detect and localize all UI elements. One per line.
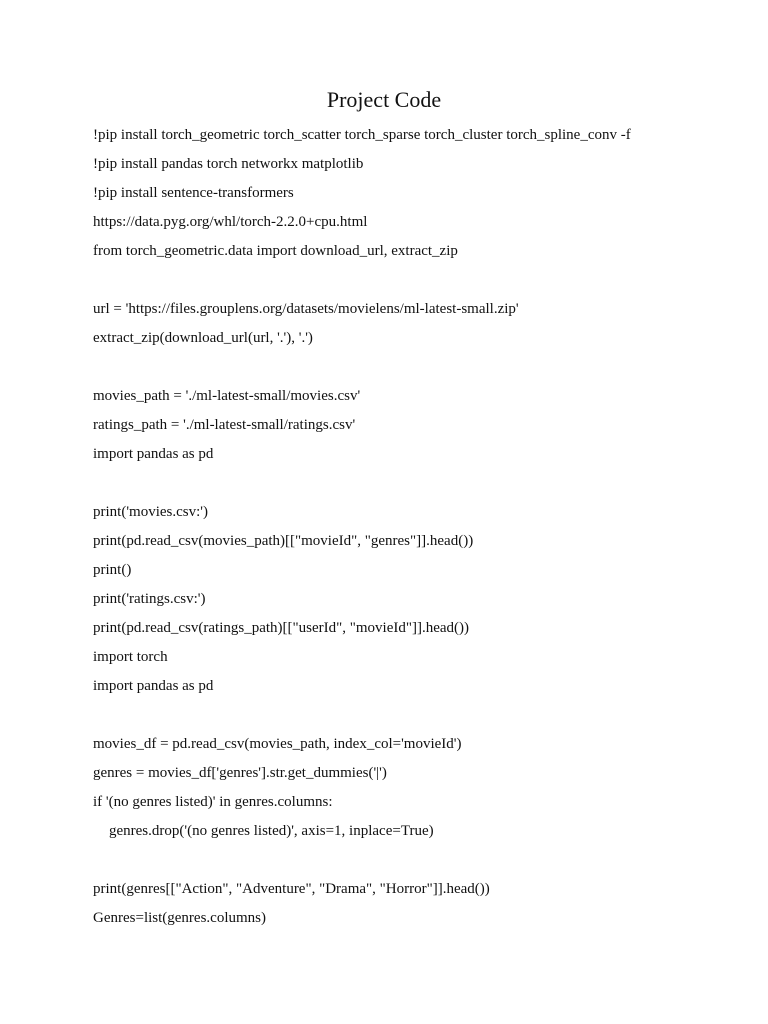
code-line: print() <box>93 562 132 578</box>
code-line: Genres=list(genres.columns) <box>93 910 266 926</box>
code-line: import pandas as pd <box>93 446 214 462</box>
blank-line <box>93 266 753 295</box>
code-line: print(pd.read_csv(movies_path)[["movieId", "genres"]].head()) <box>93 533 474 549</box>
blank-line <box>93 846 753 875</box>
code-line: print(pd.read_csv(ratings_path)[["userId", "movieId"]].head()) <box>93 620 470 636</box>
code-line: !pip install sentence-transformers <box>93 185 294 201</box>
code-line: movies_df = pd.read_csv(movies_path, index_col='movieId') <box>93 736 462 752</box>
code-line: url = 'https://files.grouplens.org/datasets/movielens/ml-latest-small.zip' <box>93 301 519 317</box>
code-line: import pandas as pd <box>93 678 214 694</box>
code-line: print(genres[["Action", "Adventure", "Drama", "Horror"]].head()) <box>93 881 490 897</box>
blank-line <box>93 701 753 730</box>
code-line: from torch_geometric.data import download_url, extract_zip <box>93 243 458 259</box>
code-line: genres.drop('(no genres listed)', axis=1, inplace=True) <box>109 823 434 839</box>
code-line: ratings_path = './ml-latest-small/ratings.csv' <box>93 417 356 433</box>
code-line: import torch <box>93 649 168 665</box>
blank-line <box>93 469 753 498</box>
page-title: Project Code <box>326 87 442 112</box>
code-line: !pip install torch_geometric torch_scatter torch_sparse torch_cluster torch_spline_conv -f <box>93 127 631 143</box>
code-line: print('movies.csv:') <box>93 504 208 520</box>
code-line: print('ratings.csv:') <box>93 591 206 607</box>
code-line: !pip install pandas torch networkx matplotlib <box>93 156 364 172</box>
code-line: if '(no genres listed)' in genres.columns: <box>93 794 333 810</box>
code-listing <box>93 121 753 933</box>
code-line: movies_path = './ml-latest-small/movies.csv' <box>93 388 361 404</box>
code-line: https://data.pyg.org/whl/torch-2.2.0+cpu.html <box>93 214 368 230</box>
code-line: genres = movies_df['genres'].str.get_dummies('|') <box>93 765 387 781</box>
blank-line <box>93 353 753 382</box>
code-line: extract_zip(download_url(url, '.'), '.') <box>93 330 313 346</box>
